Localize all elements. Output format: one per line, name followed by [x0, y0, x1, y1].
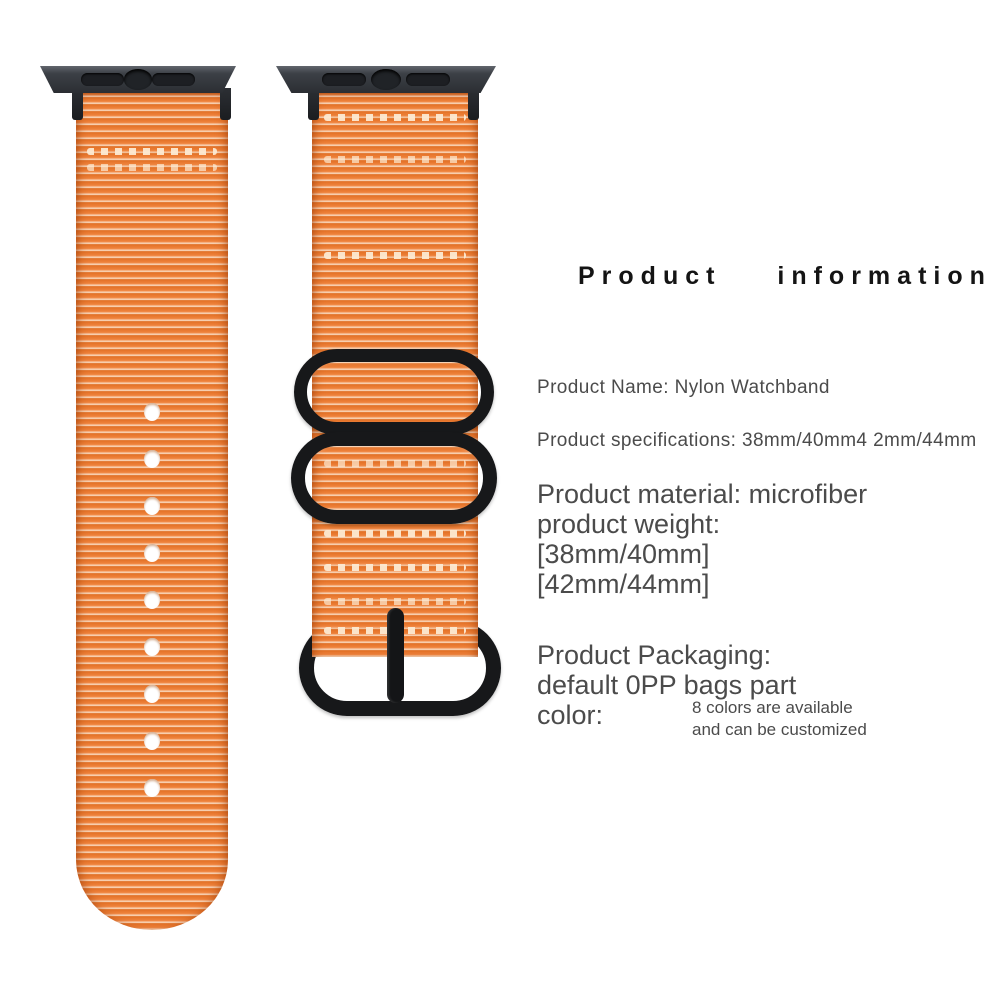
adapter-slot-icon: [406, 73, 450, 86]
strap-hole: [144, 497, 160, 515]
stitch-row: [87, 148, 218, 155]
adapter-slot-icon: [81, 73, 123, 86]
strap-hole: [144, 732, 160, 750]
stitch-row: [324, 598, 467, 605]
strap-hole: [144, 779, 160, 797]
strap-hole: [144, 544, 160, 562]
strap-hole: [144, 685, 160, 703]
watch-adapter-left: [40, 66, 236, 93]
strap-hole: [144, 403, 160, 421]
strap-hole: [144, 450, 160, 468]
watch-adapter-right: [276, 66, 496, 93]
info-title: Product information: [578, 262, 992, 290]
color-availability-note: [692, 697, 867, 741]
strap-hole: [144, 591, 160, 609]
stitch-row: [324, 156, 467, 163]
packaging-line: color:: [537, 700, 604, 730]
buckle-prong-icon: [387, 608, 404, 703]
material-line: [42mm/44mm]: [537, 569, 710, 599]
stitch-row: [324, 530, 467, 537]
product-name-line: Product Name: Nylon Watchband: [537, 377, 830, 398]
adapter-button-icon: [371, 69, 401, 90]
adapter-button-icon: [124, 69, 153, 90]
stitch-row: [324, 252, 467, 259]
left-strap: [76, 92, 228, 930]
adapter-slot-icon: [322, 73, 366, 86]
adapter-slot-icon: [152, 73, 194, 86]
keeper-ring: [291, 432, 497, 524]
material-line: Product material: microfiber: [537, 479, 868, 509]
strap-hole: [144, 638, 160, 656]
stitch-row: [324, 114, 467, 121]
material-line: [38mm/40mm]: [537, 539, 710, 569]
product-spec-line: Product specifications: 38mm/40mm4 2mm/44mm: [537, 430, 977, 451]
note-line: and can be customized: [692, 720, 867, 739]
packaging-line: Product Packaging:: [537, 640, 772, 670]
keeper-ring: [294, 349, 494, 435]
stitch-row: [87, 164, 218, 171]
note-line: 8 colors are available: [692, 698, 853, 717]
packaging-line: default 0PP bags part: [537, 670, 797, 700]
stitch-row: [324, 564, 467, 571]
material-line: product weight:: [537, 509, 721, 539]
adapter-slots: [54, 66, 223, 93]
adapter-slots: [291, 66, 480, 93]
product-material-block: [537, 479, 867, 599]
